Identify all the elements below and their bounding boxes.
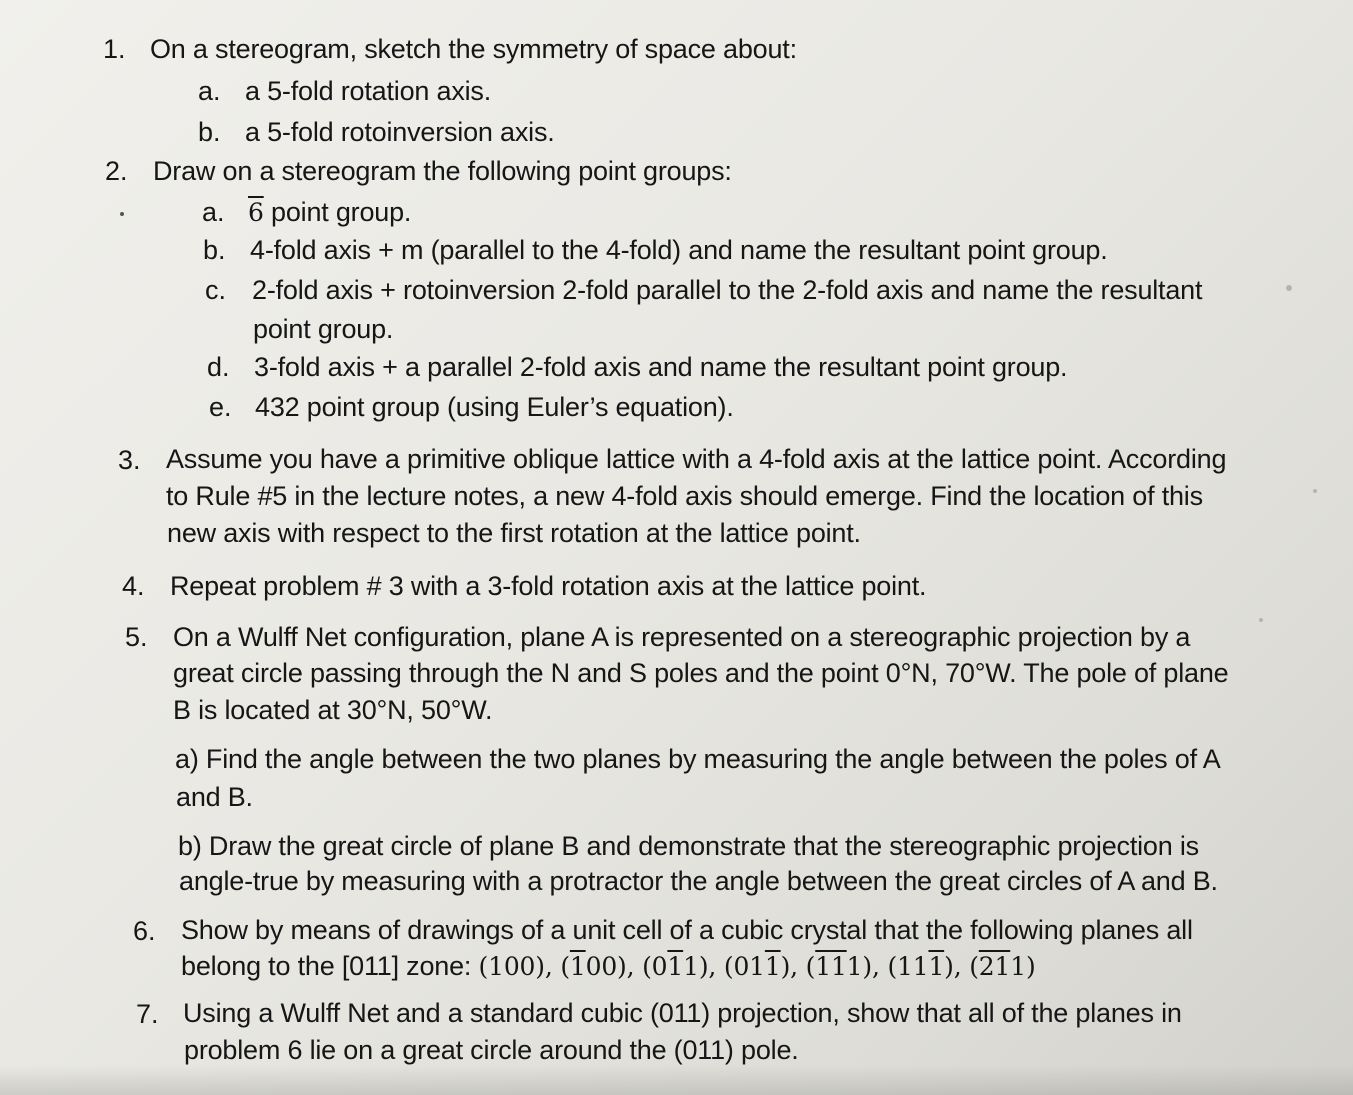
q4-number: 4. bbox=[122, 571, 145, 601]
q2-a-line bbox=[248, 193, 411, 232]
q2-d-label: d. bbox=[207, 352, 230, 382]
plane-index: (011) bbox=[642, 952, 709, 981]
q5-a-line2: and B. bbox=[176, 782, 253, 812]
q2-number: 2. bbox=[105, 156, 128, 186]
q6-plane-list: (100), (100), (011), (011), (111), (111), (211) bbox=[478, 952, 1036, 981]
q5-a-line1: a) Find the angle between the two planes by measuring the angle between the poles of A bbox=[175, 744, 1221, 774]
screen-speck bbox=[1259, 618, 1263, 622]
q6-line1: Show by means of drawings of a unit cell of a cubic crystal that the following planes all bbox=[181, 915, 1193, 945]
q6-number: 6. bbox=[133, 916, 156, 946]
q6-line2 bbox=[181, 947, 1036, 986]
screen-speck bbox=[1313, 489, 1317, 493]
q1-a-text: a 5-fold rotation axis. bbox=[245, 76, 492, 106]
q5-b-line1: b) Draw the great circle of plane B and demonstrate that the stereographic projection is bbox=[178, 831, 1199, 861]
q3-number: 3. bbox=[118, 445, 141, 475]
q5-line2: great circle passing through the N and S poles and the point 0°N, 70°W. The pole of plane bbox=[173, 658, 1229, 688]
q2-c-text-line1: 2-fold axis + rotoinversion 2-fold parallel to the 2-fold axis and name the resultant bbox=[252, 275, 1203, 305]
q5-line3: B is located at 30°N, 50°W. bbox=[173, 695, 493, 725]
q2-c-text-line2: point group. bbox=[253, 314, 394, 344]
q2-e-text: 432 point group (using Euler’s equation). bbox=[255, 392, 734, 422]
q2-a-label: a. bbox=[202, 197, 225, 227]
q3-line2: to Rule #5 in the lecture notes, a new 4-fold axis should emerge. Find the location of this bbox=[166, 481, 1203, 511]
q2-d-text: 3-fold axis + a parallel 2-fold axis and name the resultant point group. bbox=[254, 352, 1068, 382]
q2-b-text: 4-fold axis + m (parallel to the 4-fold) and name the resultant point group. bbox=[250, 235, 1108, 265]
q2-b-label: b. bbox=[203, 235, 226, 265]
q1-b-label: b. bbox=[198, 117, 221, 147]
q2-text: Draw on a stereogram the following point groups: bbox=[153, 156, 732, 186]
plane-index: (211) bbox=[969, 952, 1036, 981]
q2-a-symbol: 6 bbox=[248, 198, 264, 227]
screen-bottom-shadow bbox=[0, 1065, 1353, 1095]
q2-c-label: c. bbox=[205, 275, 227, 305]
q1-b-text: a 5-fold rotoinversion axis. bbox=[245, 117, 555, 147]
plane-index: (111) bbox=[805, 952, 872, 981]
q3-line1: Assume you have a primitive oblique lattice with a 4-fold axis at the lattice point. According bbox=[166, 444, 1227, 474]
q5-number: 5. bbox=[125, 622, 148, 652]
q1-a-label: a. bbox=[198, 76, 221, 106]
q1-text: On a stereogram, sketch the symmetry of space about: bbox=[150, 34, 797, 64]
screen-speck bbox=[120, 212, 124, 216]
q7-line1: Using a Wulff Net and a standard cubic (011) projection, show that all of the planes in bbox=[183, 998, 1182, 1028]
plane-index: (100) bbox=[560, 952, 627, 981]
screen-speck bbox=[1286, 285, 1292, 291]
q1-number: 1. bbox=[103, 34, 126, 64]
q6-zone-text: belong to the [011] zone: bbox=[181, 951, 472, 981]
q5-b-line2: angle-true by measuring with a protractor the angle between the great circles of A and B. bbox=[179, 866, 1218, 896]
q4-text: Repeat problem # 3 with a 3-fold rotation axis at the lattice point. bbox=[170, 571, 927, 601]
q2-a-text: point group. bbox=[263, 197, 412, 227]
q2-e-label: e. bbox=[209, 392, 232, 422]
plane-index: (111) bbox=[887, 952, 954, 981]
q7-number: 7. bbox=[136, 999, 159, 1029]
plane-index: (100) bbox=[478, 952, 545, 981]
plane-index: (011) bbox=[723, 952, 791, 981]
q7-line2: problem 6 lie on a great circle around the (011) pole. bbox=[184, 1035, 799, 1065]
q5-line1: On a Wulff Net configuration, plane A is represented on a stereographic projection by a bbox=[173, 622, 1191, 652]
q3-line3: new axis with respect to the first rotation at the lattice point. bbox=[167, 518, 861, 548]
